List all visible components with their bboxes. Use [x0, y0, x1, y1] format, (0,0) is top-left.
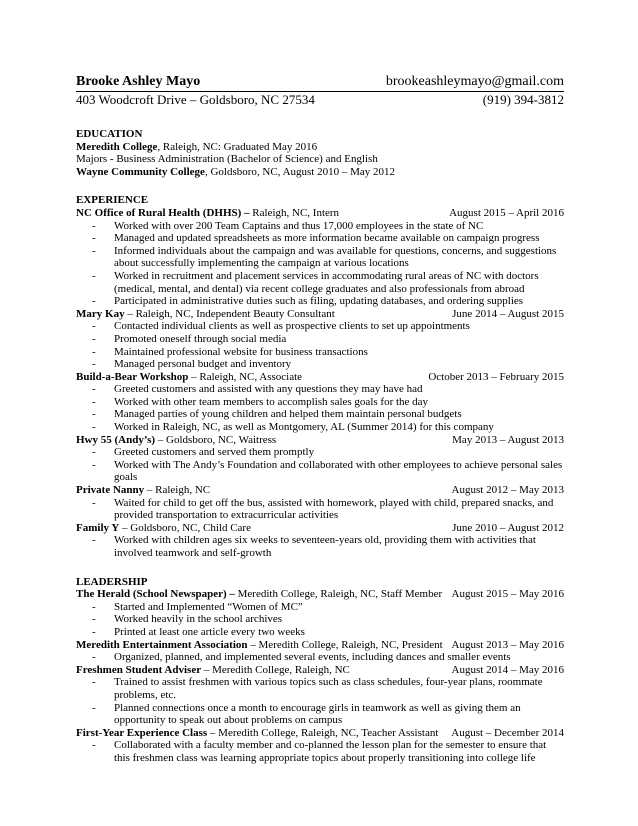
entry-organization: Hwy 55 (Andy’s): [76, 433, 156, 446]
bullet-item: - Worked with over 200 Team Captains and thus 17,000 employees in the state of NC: [76, 220, 564, 233]
entry-header: [76, 484, 564, 497]
header-name-line: [76, 74, 564, 92]
entry-details: – Raleigh, NC, Independent Beauty Consultant: [124, 307, 335, 320]
phone-number: (919) 394-3812: [482, 92, 564, 107]
entry-bullets: [76, 497, 564, 522]
experience-list: [76, 207, 564, 560]
entry-bullets: [76, 320, 564, 370]
bullet-item: - Started and Implemented “Women of MC”: [76, 601, 564, 614]
entry-details: – Goldsboro, NC, Waitress: [155, 433, 277, 446]
entry-title: [76, 727, 438, 740]
entry-details: – Meredith College, Raleigh, NC, Teacher Assistant: [207, 726, 439, 739]
bullet-item: - Waited for child to get off the bus, assisted with homework, played with child, prepared snacks, and provided transportation to extracurricular activities: [76, 497, 564, 522]
bullet-item: - Organized, planned, and implemented several events, including dances and smaller events: [76, 651, 564, 664]
entry-dates: May 2013 – August 2013: [452, 433, 564, 446]
entry-organization: The Herald (School Newspaper) –: [76, 588, 235, 601]
entry-organization: Private Nanny: [76, 484, 145, 497]
bullet-item: - Worked heavily in the school archives: [76, 613, 564, 626]
entry-dates: June 2010 – August 2012: [452, 521, 564, 534]
entry-organization: First-Year Experience Class: [76, 726, 208, 739]
entry-details: Meredith College, Raleigh, NC, Staff Member: [234, 588, 443, 601]
entry-header: [76, 371, 564, 384]
bullet-item: - Worked in Raleigh, NC, as well as Montgomery, AL (Summer 2014) for this company: [76, 421, 564, 434]
bullet-item: - Maintained professional website for business transactions: [76, 346, 564, 359]
resume-content: [76, 74, 564, 765]
bullet-item: - Collaborated with a faculty member and co-planned the lesson plan for the semester to ensure that this freshmen class was learning appropriate topics about properly transitioning into college life: [76, 739, 564, 764]
entry-organization: Meredith Entertainment Association: [76, 638, 248, 651]
entry-header: [76, 639, 564, 652]
entry-details: Raleigh, NC, Intern: [249, 206, 340, 219]
entry-header: [76, 664, 564, 677]
entry-dates: October 2013 – February 2015: [428, 370, 564, 383]
leadership-list: [76, 588, 564, 764]
applicant-name: Brooke Ashley Mayo: [76, 74, 201, 89]
bullet-item: - Greeted customers and served them promptly: [76, 446, 564, 459]
entry-title: [76, 588, 442, 601]
entry-bullets: [76, 601, 564, 639]
bullet-item: - Promoted oneself through social media: [76, 333, 564, 346]
education-college: [76, 141, 564, 154]
entry-title: [76, 371, 302, 384]
entry-title: [76, 308, 335, 321]
entry-title: [76, 484, 210, 497]
entry-bullets: [76, 676, 564, 726]
entry-title: [76, 207, 339, 220]
bullet-item: - Contacted individual clients as well as prospective clients to set up appointments: [76, 320, 564, 333]
entry-dates: August 2014 – May 2016: [451, 663, 564, 676]
entry-title: [76, 434, 276, 447]
header-address-line: [76, 92, 564, 108]
bullet-item: - Worked in recruitment and placement services in accommodating rural areas of NC with doctors (medical, mental, and dental) via recent college graduates and also professionals from abroad: [76, 270, 564, 295]
entry-bullets: [76, 220, 564, 308]
entry-details: – Meredith College, Raleigh, NC: [201, 663, 350, 676]
entry-header: [76, 522, 564, 535]
entry-organization: NC Office of Rural Health (DHHS) –: [76, 206, 250, 219]
entry-title: [76, 664, 350, 677]
bullet-item: - Trained to assist freshmen with various topics such as class schedules, four-year plans, roommate problems, etc.: [76, 676, 564, 701]
college-details: , Raleigh, NC: Graduated May 2016: [157, 140, 318, 153]
entry-organization: Mary Kay: [76, 307, 125, 320]
street-address: 403 Woodcroft Drive – Goldsboro, NC 27534: [76, 92, 315, 107]
entry-bullets: [76, 739, 564, 764]
entry-organization: Family Y: [76, 521, 120, 534]
entry-dates: June 2014 – August 2015: [452, 307, 564, 320]
experience-heading: EXPERIENCE: [76, 194, 149, 207]
bullet-item: - Worked with other team members to accomplish sales goals for the day: [76, 396, 564, 409]
entry-header: [76, 434, 564, 447]
bullet-item: - Managed parties of young children and helped them maintain personal budgets: [76, 408, 564, 421]
leadership-heading: LEADERSHIP: [76, 575, 148, 588]
entry-header: [76, 727, 564, 740]
entry-title: [76, 639, 443, 652]
entry-dates: August 2013 – May 2016: [451, 638, 564, 651]
entry-details: – Raleigh, NC: [144, 484, 211, 497]
entry-bullets: [76, 534, 564, 559]
entry-bullets: [76, 446, 564, 484]
bullet-item: - Planned connections once a month to encourage girls in teamwork as well as giving them an opportunity to speak out about problems on campus: [76, 702, 564, 727]
entry-organization: Freshmen Student Adviser: [76, 663, 202, 676]
bullet-item: - Informed individuals about the campaign and was available for questions, concerns, and suggestions about successfully implementing the campaign at various locations: [76, 245, 564, 270]
entry-dates: August 2015 – April 2016: [449, 206, 564, 219]
entry-header: [76, 588, 564, 601]
entry-bullets: [76, 651, 564, 664]
email-address: brookeashleymayo@gmail.com: [385, 74, 564, 89]
bullet-item: - Participated in administrative duties such as filing, updating databases, and ordering supplies: [76, 295, 564, 308]
bullet-item: - Printed at least one article every two weeks: [76, 626, 564, 639]
bullet-item: - Managed personal budget and inventory: [76, 358, 564, 371]
bullet-item: - Worked with children ages six weeks to seventeen-years old, providing them with activities that involved teamwork and self-growth: [76, 534, 564, 559]
community-college-name: Wayne Community College: [76, 165, 205, 178]
entry-dates: August 2015 – May 2016: [451, 588, 564, 601]
education-majors: Majors - Business Administration (Bachelor of Science) and English: [76, 153, 378, 166]
community-college-details: , Goldsboro, NC, August 2010 – May 2012: [204, 165, 396, 178]
entry-bullets: [76, 383, 564, 433]
education-heading: EDUCATION: [76, 128, 143, 140]
education-community-college: [76, 166, 564, 179]
bullet-item: - Managed and updated spreadsheets as more information became available on campaign progress: [76, 232, 564, 245]
entry-dates: August 2012 – May 2013: [451, 484, 564, 497]
bullet-item: - Worked with The Andy’s Foundation and collaborated with other employees to achieve personal sales goals: [76, 459, 564, 484]
college-name: Meredith College: [76, 140, 158, 153]
entry-details: – Goldsboro, NC, Child Care: [119, 521, 251, 534]
entry-header: [76, 207, 564, 220]
entry-details: – Raleigh, NC, Associate: [188, 370, 303, 383]
entry-organization: Build-a-Bear Workshop: [76, 370, 189, 383]
entry-title: [76, 522, 251, 535]
bullet-item: - Greeted customers and assisted with any questions they may have had: [76, 383, 564, 396]
entry-header: [76, 308, 564, 321]
entry-dates: August – December 2014: [451, 726, 564, 739]
entry-details: – Meredith College, Raleigh, NC, President: [247, 638, 443, 651]
